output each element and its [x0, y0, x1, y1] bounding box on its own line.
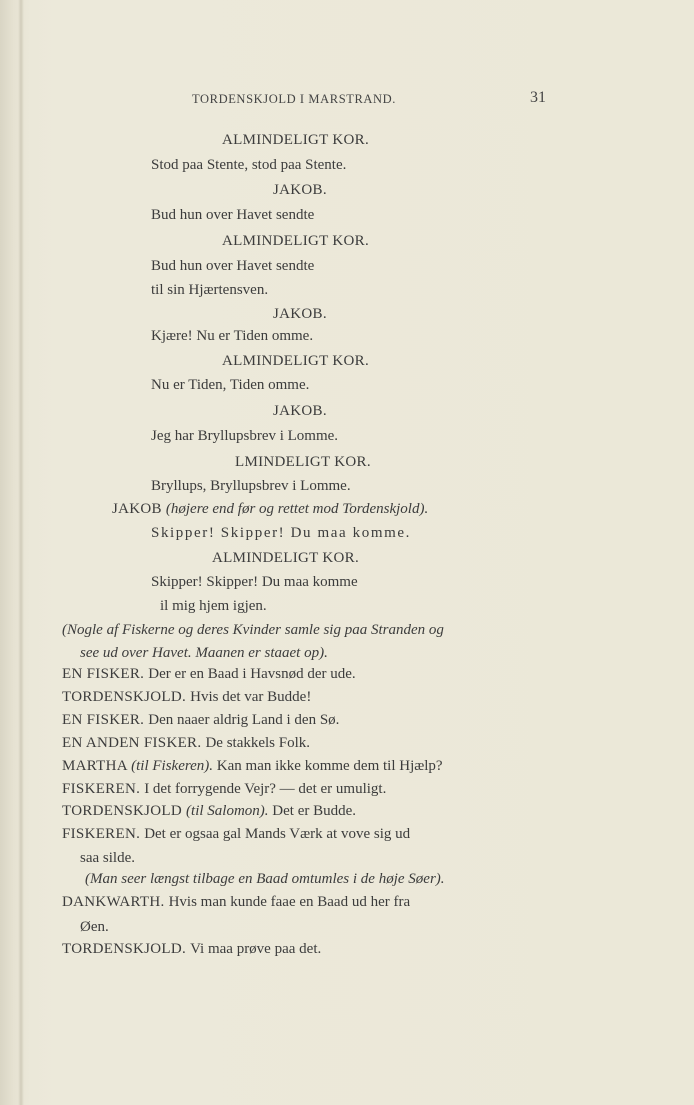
dialogue-text: il mig hjem igjen. — [160, 598, 267, 614]
text-line — [62, 688, 311, 706]
text-line — [151, 281, 268, 299]
text-line — [151, 327, 313, 345]
speaker-name: ALMINDELIGT KOR. — [212, 550, 360, 566]
stage-direction: (til Salomon). — [186, 803, 273, 819]
stage-direction: (Nogle af Fiskerne og deres Kvinder samle sig paa Stranden og — [62, 622, 444, 638]
speaker-name: EN FISKER. — [62, 666, 149, 682]
page-gutter-shadow — [18, 0, 24, 1105]
speaker-name: EN ANDEN FISKER. — [62, 735, 206, 751]
text-line — [85, 870, 445, 888]
stage-direction: see ud over Havet. Maanen er staaet op). — [80, 645, 328, 661]
text-line — [62, 825, 410, 843]
text-line — [80, 849, 135, 867]
text-line — [62, 665, 356, 683]
text-line — [235, 453, 371, 471]
text-line — [62, 940, 321, 958]
text-line — [151, 206, 314, 224]
dialogue-text: Jeg har Bryllupsbrev i Lomme. — [151, 428, 339, 444]
dialogue-text: Det er Budde. — [272, 803, 357, 819]
stage-direction: (Man seer længst tilbage en Baad omtumles i de høje Søer). — [85, 871, 445, 887]
text-line — [151, 257, 314, 275]
dialogue-text: Kjære! Nu er Tiden omme. — [151, 328, 314, 344]
text-line — [62, 802, 356, 820]
speaker-name: LMINDELIGT KOR. — [235, 454, 371, 470]
text-line — [112, 500, 428, 518]
dialogue-text: Vi maa prøve paa det. — [190, 941, 322, 957]
speaker-name: JAKOB. — [273, 403, 327, 419]
dialogue-text: Bryllups, Bryllupsbrev i Lomme. — [151, 478, 351, 494]
dialogue-text: Øen. — [80, 919, 109, 935]
text-line — [151, 427, 338, 445]
text-line — [273, 402, 327, 420]
text-line — [62, 734, 310, 752]
text-line — [151, 477, 351, 495]
text-line — [62, 780, 386, 798]
dialogue-text: De stakkels Folk. — [205, 735, 311, 751]
dialogue-text: I det forrygende Vejr? — det er umuligt. — [144, 781, 387, 797]
speaker-name: JAKOB. — [273, 306, 327, 322]
text-line — [62, 893, 410, 911]
dialogue-text: Kan man ikke komme dem til Hjælp? — [216, 758, 443, 774]
speaker-name: TORDENSKJOLD. — [62, 941, 191, 957]
speaker-name: TORDENSKJOLD — [62, 803, 187, 819]
dialogue-text: Stod paa Stente, stod paa Stente. — [151, 157, 347, 173]
page-number: 31 — [530, 89, 546, 106]
dialogue-text: Der er en Baad i Havsnød der ude. — [148, 666, 356, 682]
dialogue-text: Det er ogsaa gal Mands Værk at vove sig ud — [144, 826, 411, 842]
text-line — [222, 131, 369, 149]
speaker-name: DANKWARTH. — [62, 894, 169, 910]
dialogue-text: Bud hun over Havet sendte — [151, 258, 315, 274]
text-line — [62, 757, 443, 775]
speaker-name: ALMINDELIGT KOR. — [222, 132, 370, 148]
speaker-name: EN FISKER. — [62, 712, 149, 728]
text-line — [151, 524, 411, 542]
text-line — [62, 711, 339, 729]
dialogue-text: Nu er Tiden, Tiden omme. — [151, 377, 310, 393]
stage-direction: (til Fiskeren). — [131, 758, 217, 774]
dialogue-text: saa silde. — [80, 850, 135, 866]
dialogue-text: Den naaer aldrig Land i den Sø. — [148, 712, 340, 728]
speaker-name: TORDENSKJOLD. — [62, 689, 191, 705]
text-line — [222, 232, 369, 250]
speaker-name: FISKEREN. — [62, 781, 145, 797]
dialogue-text: Hvis man kunde faae en Baad ud her fra — [168, 894, 411, 910]
dialogue-text: til sin Hjærtensven. — [151, 282, 269, 298]
speaker-name: ALMINDELIGT KOR. — [222, 233, 370, 249]
speaker-name: ALMINDELIGT KOR. — [222, 353, 370, 369]
dialogue-text: Skipper! Skipper! Du maa komme — [151, 574, 358, 590]
text-line — [151, 573, 358, 591]
dialogue-text: Bud hun over Havet sendte — [151, 207, 315, 223]
dialogue-text: Skipper! Skipper! Du maa komme. — [151, 525, 411, 541]
text-line — [151, 376, 309, 394]
running-title: TORDENSKJOLD I MARSTRAND. — [192, 92, 397, 106]
text-line — [273, 305, 327, 323]
text-line — [151, 156, 346, 174]
text-line — [273, 181, 327, 199]
text-line — [212, 549, 359, 567]
dialogue-text: Hvis det var Budde! — [190, 689, 312, 705]
text-line — [222, 352, 369, 370]
text-line — [80, 918, 109, 936]
text-line — [160, 597, 267, 615]
text-line — [62, 621, 444, 639]
text-line — [80, 644, 328, 662]
stage-direction: (højere end før og rettet mod Tordenskjold). — [165, 501, 429, 517]
speaker-name: JAKOB — [112, 501, 166, 517]
speaker-name: MARTHA — [62, 758, 132, 774]
speaker-name: JAKOB. — [273, 182, 327, 198]
speaker-name: FISKEREN. — [62, 826, 145, 842]
